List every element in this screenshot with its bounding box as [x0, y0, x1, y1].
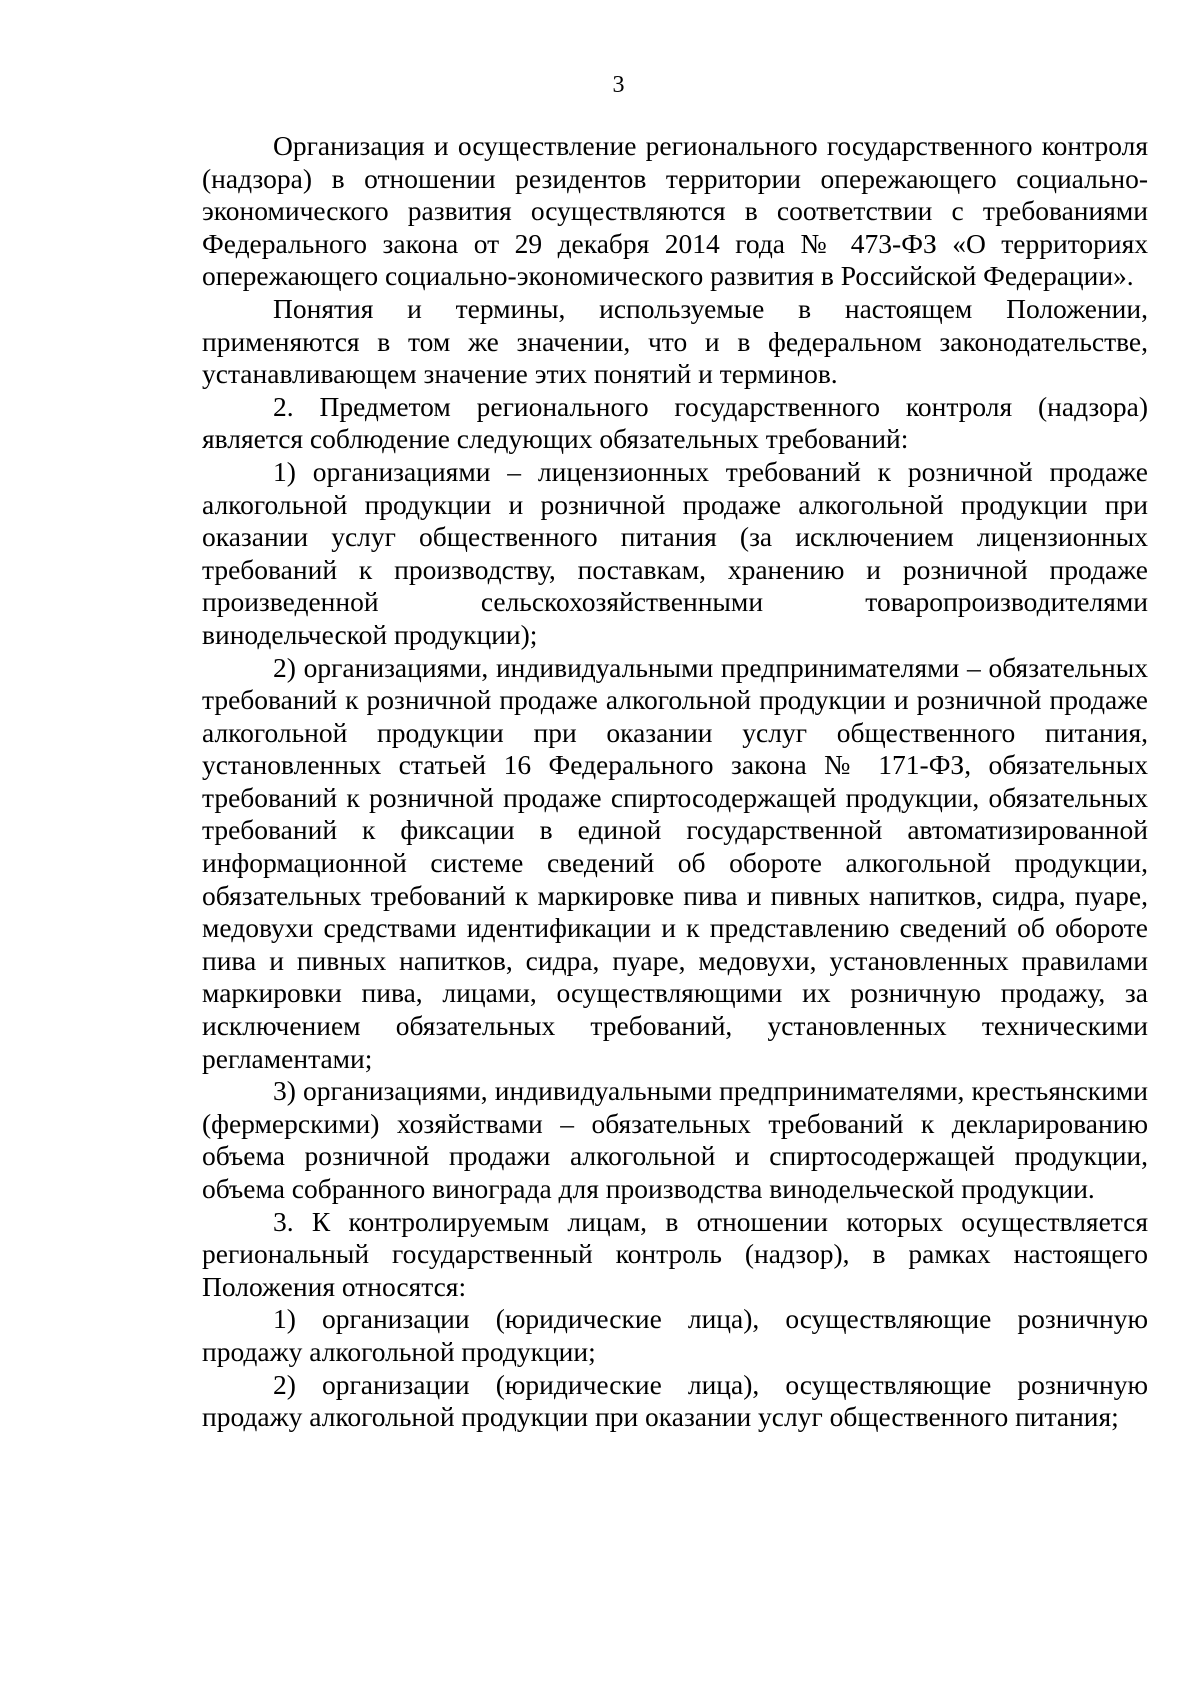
page-number: 3	[612, 72, 625, 98]
paragraph-2-item-2: 2) организациями, индивидуальными предпринимателями – обязательных требований к розничной продаже алкогольной продукции и розничной продаже алкогольной продукции при оказании услуг общественного питания, установленных статьей 16 Федерального закона № 171-ФЗ, обязательных требований к розничной продаже спиртосодержащей продукции, обязательных требований к фиксации в единой государственной автоматизированной информационной системе сведений об обороте алкогольной продукции, обязательных требований к маркировке пива и пивных напитков, сидра, пуаре, медовухи средствами идентификации и к представлению сведений об обороте пива и пивных напитков, сидра, пуаре, медовухи, установленных правилами маркировки пива, лицами, осуществляющими их розничную продажу, за исключением обязательных требований, установленных техническими регламентами;	[202, 651, 1148, 1074]
paragraph-3-controlled-persons: 3. К контролируемым лицам, в отношении которых осуществляется региональный государственный контроль (надзор), в рамках настоящего Положения относятся:	[202, 1205, 1148, 1302]
paragraph-2-subject: 2. Предметом регионального государственного контроля (надзора) является соблюдение следующих обязательных требований:	[202, 390, 1148, 455]
paragraph-3-item-2: 2) организации (юридические лица), осуществляющие розничную продажу алкогольной продукции при оказании услуг общественного питания;	[202, 1368, 1148, 1433]
paragraph-2-item-1: 1) организациями – лицензионных требований к розничной продаже алкогольной продукции и розничной продаже алкогольной продукции при оказании услуг общественного питания (за исключением лицензионных требований к производству, поставкам, хранению и розничной продаже произведенной сельскохозяйственными товаропроизводителями винодельческой продукции);	[202, 455, 1148, 650]
document-body	[202, 130, 1148, 1434]
paragraph-territory-control: Организация и осуществление регионального государственного контроля (надзора) в отношении резидентов территории опережающего социально-экономического развития осуществляются в соответствии с требованиями Федерального закона от 29 декабря 2014 года № 473-ФЗ «О территориях опережающего социально-экономического развития в Российской Федерации».	[202, 130, 1148, 292]
paragraph-terms: Понятия и термины, используемые в настоящем Положении, применяются в том же значении, что и в федеральном законодательстве, устанавливающем значение этих понятий и терминов.	[202, 292, 1148, 390]
paragraph-2-item-3: 3) организациями, индивидуальными предпринимателями, крестьянскими (фермерскими) хозяйствами – обязательных требований к декларированию объема розничной продажи алкогольной и спиртосодержащей продукции, объема собранного винограда для производства винодельческой продукции.	[202, 1075, 1148, 1204]
paragraph-3-item-1: 1) организации (юридические лица), осуществляющие розничную продажу алкогольной продукции;	[202, 1303, 1148, 1367]
